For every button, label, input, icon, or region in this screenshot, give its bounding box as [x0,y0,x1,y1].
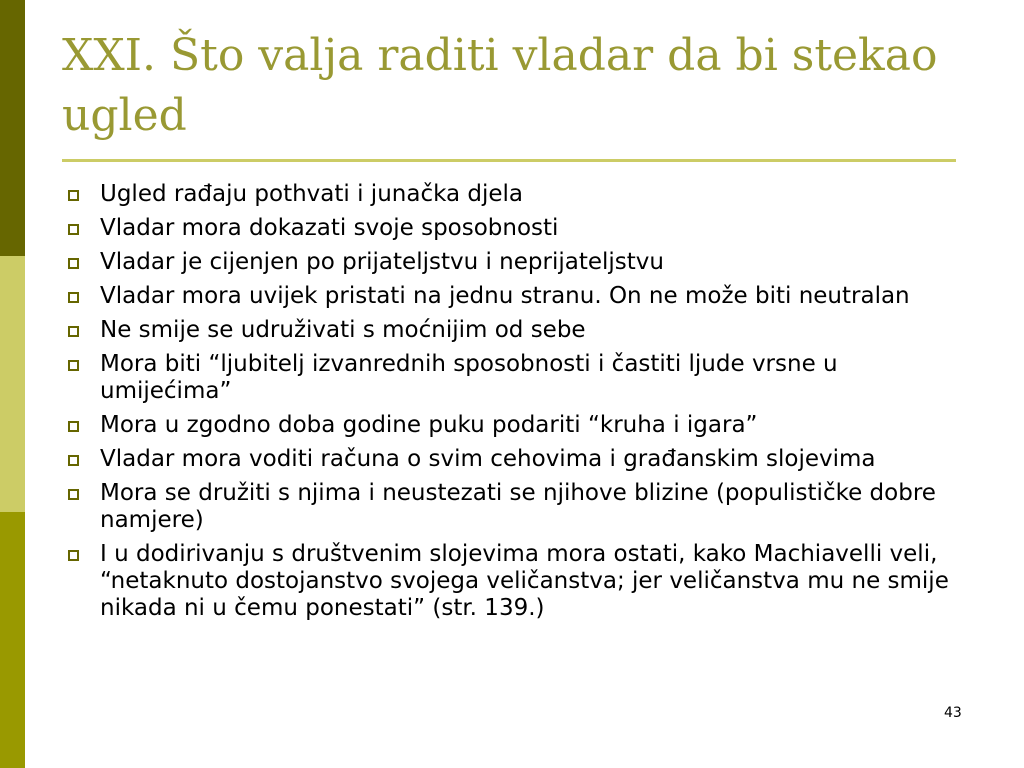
bullet-item [62,412,962,439]
bullet-item [62,317,962,344]
square-bullet-icon [68,292,79,303]
bullet-item [62,249,962,276]
bullet-item [62,181,962,208]
square-bullet-icon [68,326,79,337]
square-bullet-icon [68,190,79,201]
square-bullet-icon [68,258,79,269]
title-divider [62,159,956,162]
bullet-text: Ugled rađaju pothvati i junačka djela [100,181,524,207]
bullet-item [62,446,962,473]
page-number: 43 [944,705,962,721]
bullet-text: Mora biti “ljubitelj izvanrednih sposobnosti i častiti ljude vrsne u umijećima” [100,351,838,404]
bullet-text: Mora u zgodno doba godine puku podariti “kruha i igara” [100,412,758,438]
square-bullet-icon [68,224,79,235]
bullet-item [62,541,962,622]
bullet-text: Vladar mora uvijek pristati na jednu stranu. On ne može biti neutralan [100,283,910,309]
slide-title: XXI. Što valja raditi vladar da bi stekao ugled [62,30,938,141]
bullet-text: Mora se družiti s njima i neustezati se njihove blizine (populističke dobre namjere) [100,480,936,533]
square-bullet-icon [68,550,79,561]
bullet-item [62,215,962,242]
square-bullet-icon [68,489,79,500]
square-bullet-icon [68,455,79,466]
bullet-item [62,283,962,310]
bullet-item [62,351,962,405]
square-bullet-icon [68,360,79,371]
decorative-sidebar [0,0,25,768]
sidebar-segment-top [0,0,25,256]
bullet-text: Vladar je cijenjen po prijateljstvu i neprijateljstvu [100,249,664,275]
bullet-text: Ne smije se udruživati s moćnijim od sebe [100,317,586,343]
bullet-text: Vladar mora voditi računa o svim cehovima i građanskim slojevima [100,446,876,472]
bullet-list [62,181,962,629]
bullet-text: Vladar mora dokazati svoje sposobnosti [100,215,559,241]
bullet-text: I u dodirivanju s društvenim slojevima mora ostati, kako Machiavelli veli, “netaknuto dostojanstvo svojega veličanstva; jer veličanstva mu ne smije nikada ni u čemu ponestati” (str. 139.) [100,541,949,621]
square-bullet-icon [68,421,79,432]
sidebar-segment-middle [0,256,25,512]
sidebar-segment-bottom [0,512,25,768]
bullet-item [62,480,962,534]
